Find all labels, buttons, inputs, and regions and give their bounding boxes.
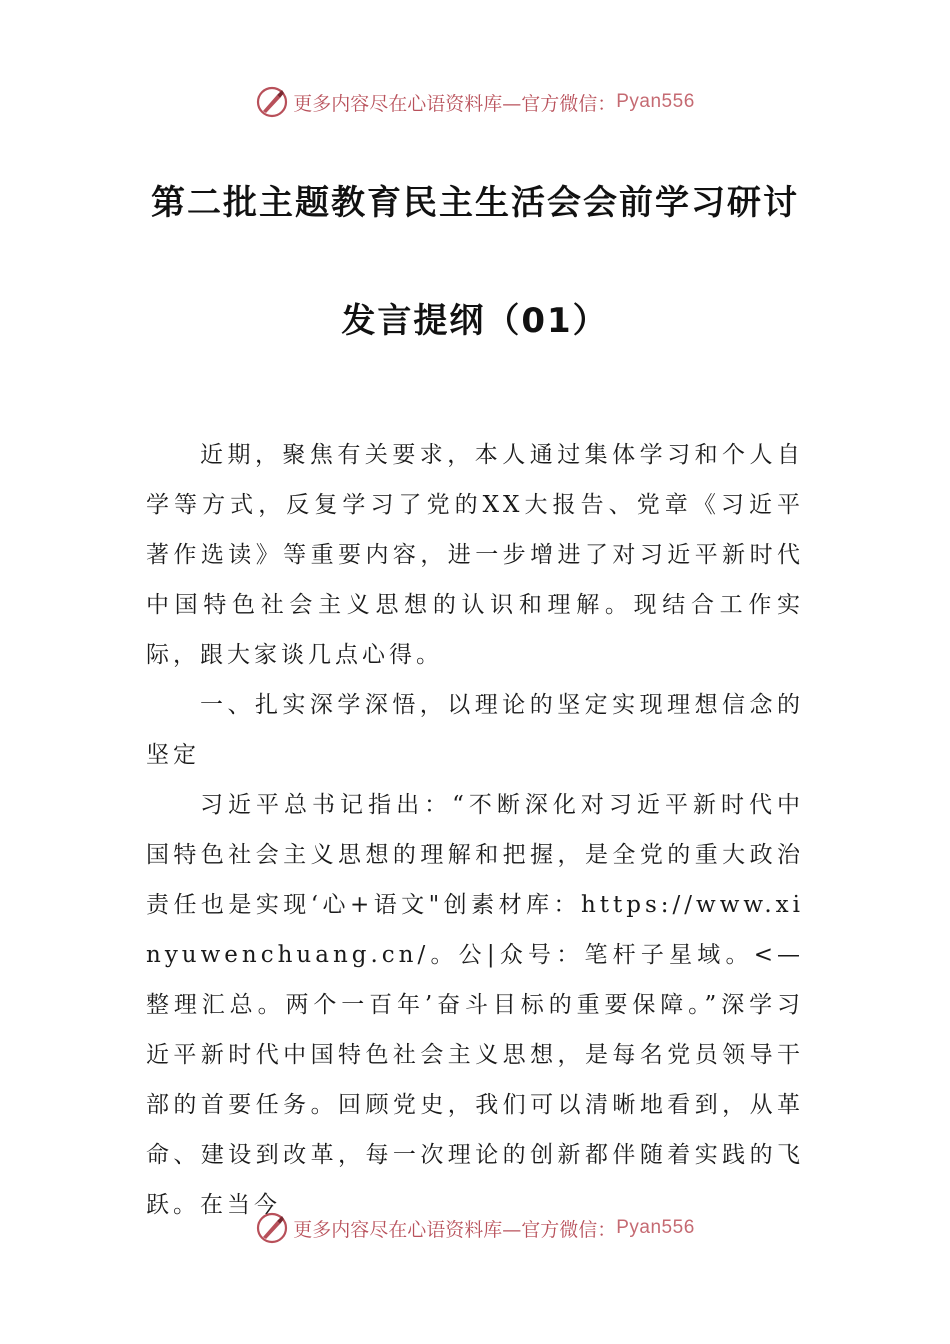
document-title-line-2: 发言提纲（01）	[341, 301, 609, 341]
footer-watermark-banner	[0, 1208, 950, 1248]
banner-text: 更多内容尽在心语资料库—官方微信：	[293, 1218, 617, 1241]
banner-wechat-id: Pyan556	[616, 1217, 695, 1238]
pen-logo-icon	[255, 85, 289, 119]
banner-wechat-id: Pyan556	[616, 91, 695, 112]
body-section-heading: 一、扎实深学深悟，以理论的坚定实现理想信念的坚定	[146, 692, 804, 768]
document-title-line-1: 第二批主题教育民主生活会会前学习研讨	[151, 183, 799, 223]
pen-logo-icon	[255, 1211, 289, 1245]
banner-text: 更多内容尽在心语资料库—官方微信：	[293, 92, 617, 115]
header-watermark-banner	[0, 82, 950, 122]
document-body	[146, 430, 804, 1230]
body-paragraph-intro: 近期，聚焦有关要求，本人通过集体学习和个人自学等方式，反复学习了党的XX大报告、党章《习近平著作选读》等重要内容，进一步增进了对习近平新时代中国特色社会主义思想的认识和理解。现结合工作实际，跟大家谈几点心得。	[146, 442, 804, 668]
body-paragraph-quote: 习近平总书记指出：“不断深化对习近平新时代中国特色社会主义思想的理解和把握，是全党的重大政治责任也是实现‘心+语文"创素材库：https://www.xinyuwenchuang.cn/。公|众号：笔杆子星域。<—整理汇总。两个一百年’奋斗目标的重要保障。”深学习近平新时代中国特色社会主义思想，是每名党员领导干部的首要任务。回顾党史，我们可以清晰地看到，从革命、建设到改革，每一次理论的创新都伴随着实践的飞跃。在当今	[146, 792, 804, 1218]
